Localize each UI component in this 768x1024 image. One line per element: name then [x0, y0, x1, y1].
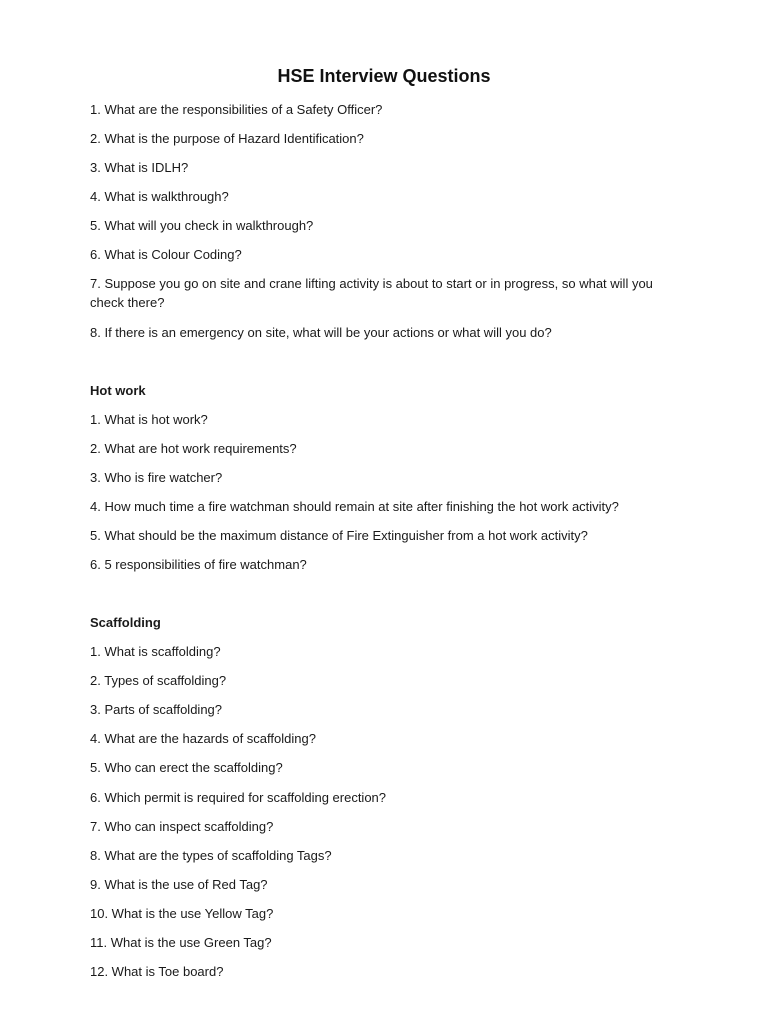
question-item: 8. What are the types of scaffolding Tags?	[90, 848, 332, 863]
question-item: 1. What is scaffolding?	[90, 644, 221, 659]
question-item: 3. What is IDLH?	[90, 160, 189, 175]
question-item: 1. What are the responsibilities of a Safety Officer?	[90, 102, 383, 117]
question-item: 1. What is hot work?	[90, 412, 208, 427]
question-item: 12. What is Toe board?	[90, 964, 224, 979]
question-item: 4. What is walkthrough?	[90, 189, 229, 204]
question-item: 9. What is the use of Red Tag?	[90, 877, 268, 892]
question-item: 3. Who is fire watcher?	[90, 470, 223, 485]
section-heading-scaffolding: Scaffolding	[90, 615, 161, 630]
question-item: 2. What are hot work requirements?	[90, 441, 297, 456]
question-item: 6. 5 responsibilities of fire watchman?	[90, 557, 307, 572]
question-item: 2. What is the purpose of Hazard Identification?	[90, 131, 364, 146]
question-item: 10. What is the use Yellow Tag?	[90, 906, 274, 921]
question-item: 2. Types of scaffolding?	[90, 673, 227, 688]
question-item: 4. How much time a fire watchman should remain at site after finishing the hot work activity?	[90, 499, 619, 514]
document-title: HSE Interview Questions	[277, 66, 491, 86]
question-item: 5. Who can erect the scaffolding?	[90, 760, 283, 775]
question-item: 6. Which permit is required for scaffolding erection?	[90, 790, 387, 805]
question-item: 11. What is the use Green Tag?	[90, 935, 272, 950]
question-item: 5. What will you check in walkthrough?	[90, 218, 314, 233]
section-heading-hot-work: Hot work	[90, 383, 146, 398]
question-item: 7. Suppose you go on site and crane lifting activity is about to start or in progress, so what will you check there?	[90, 276, 653, 310]
question-item: 6. What is Colour Coding?	[90, 247, 242, 262]
question-item: 4. What are the hazards of scaffolding?	[90, 731, 316, 746]
question-item: 7. Who can inspect scaffolding?	[90, 819, 274, 834]
question-item: 8. If there is an emergency on site, what will be your actions or what will you do?	[90, 325, 552, 340]
question-item: 5. What should be the maximum distance of Fire Extinguisher from a hot work activity?	[90, 528, 588, 543]
question-item: 3. Parts of scaffolding?	[90, 702, 223, 717]
